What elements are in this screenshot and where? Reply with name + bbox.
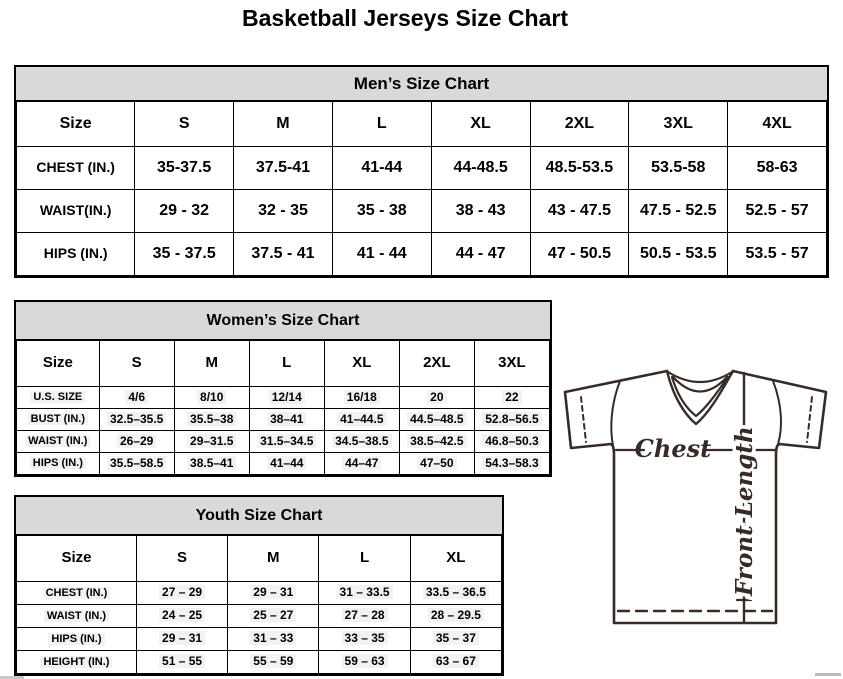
cell-text: 35.5–58.5 [107,456,166,470]
mens-row-label: CHEST (IN.) [17,147,135,190]
cuff-dash-right [807,397,812,442]
youth-cell [228,628,319,651]
cell-text: HIPS (IN.) [30,457,86,469]
womens-header-row [17,341,550,387]
womens-col-header: S [99,341,174,387]
mens-cell: 53.5 - 57 [728,233,827,276]
womens-cell [174,387,249,409]
mens-cell: 53.5-58 [629,147,728,190]
cell-text: 59 – 63 [342,654,388,668]
collar-v-outer [667,371,733,424]
womens-cell [174,409,249,431]
youth-row-label [17,651,137,674]
youth-cell [319,628,410,651]
cell-text: 24 – 25 [159,608,205,622]
cell-text: WAIST (IN.) [44,610,109,622]
womens-cell [399,387,474,409]
womens-col-header: 3XL [474,341,549,387]
cell-text: 28 – 29.5 [428,608,484,622]
mens-header-row [17,102,827,147]
mens-cell: 44 - 47 [431,233,530,276]
youth-row-label [17,605,137,628]
jersey-measurement-diagram [550,350,843,650]
cell-text: 8/10 [197,390,226,404]
womens-cell [99,453,174,475]
youth-cell [228,582,319,605]
mens-cell: 37.5 - 41 [234,233,333,276]
cell-text: 41–44.5 [337,412,386,426]
table-row [17,387,550,409]
womens-row-label [17,453,100,475]
womens-cell [399,431,474,453]
womens-cell [249,409,324,431]
cell-text: 31 – 33 [250,631,296,645]
womens-cell [99,387,174,409]
womens-table [16,340,550,475]
mens-col-header: 2XL [530,102,629,147]
youth-cell [136,605,227,628]
cell-text: 27 – 28 [342,608,388,622]
youth-cell [319,605,410,628]
table-row [17,628,502,651]
youth-cell [410,651,501,674]
cell-text: 55 – 59 [250,654,296,668]
mens-cell: 35 - 37.5 [135,233,234,276]
cell-text: 41–44 [267,456,306,470]
womens-cell [474,453,549,475]
cell-text: 32.5–35.5 [107,412,166,426]
womens-col-header: XL [324,341,399,387]
cell-text: 33.5 – 36.5 [423,585,489,599]
cell-text: 35.5–38 [187,412,236,426]
youth-row-label [17,582,137,605]
cell-text: 29 – 31 [159,631,205,645]
cell-text: 31 – 33.5 [337,585,393,599]
cell-text: 29–31.5 [187,434,236,448]
youth-col-header: L [319,536,410,582]
womens-cell [99,431,174,453]
cell-text: 29 – 31 [250,585,296,599]
cell-text: 34.5–38.5 [332,434,391,448]
youth-cell [410,582,501,605]
cell-text: 63 – 67 [433,654,479,668]
mens-cell: 35-37.5 [135,147,234,190]
womens-cell [474,431,549,453]
mens-cell: 37.5-41 [234,147,333,190]
cell-text: 25 – 27 [250,608,296,622]
womens-cell [324,387,399,409]
cell-text: 38–41 [267,412,306,426]
youth-col-header: XL [410,536,501,582]
mens-cell: 52.5 - 57 [728,190,827,233]
cell-text: 16/18 [344,390,380,404]
cell-text: 31.5–34.5 [257,434,316,448]
cell-text: 44–47 [342,456,381,470]
cell-text: 27 – 29 [159,585,205,599]
mens-col-header: M [234,102,333,147]
youth-chart-title: Youth Size Chart [16,497,502,535]
armhole-seam-left [611,381,620,450]
cell-text: 4/6 [125,390,148,404]
womens-cell [399,453,474,475]
cell-text: 33 – 35 [342,631,388,645]
cell-text: 52.8–56.5 [482,412,541,426]
table-row [17,605,502,628]
mens-col-header: Size [17,102,135,147]
mens-cell: 41-44 [332,147,431,190]
womens-cell [324,431,399,453]
armhole-seam-right [773,381,781,450]
womens-cell [174,431,249,453]
page-title: Basketball Jerseys Size Chart [241,5,568,31]
mens-size-chart [14,65,829,278]
womens-col-header: M [174,341,249,387]
youth-cell [228,651,319,674]
table-row [17,651,502,674]
youth-cell [228,605,319,628]
cell-text: 44.5–48.5 [407,412,466,426]
cell-text: 38.5–42.5 [407,434,466,448]
womens-cell [324,453,399,475]
womens-row-label [17,387,100,409]
mens-cell: 38 - 43 [431,190,530,233]
mens-cell: 48.5-53.5 [530,147,629,190]
table-row [17,190,827,233]
mens-cell: 58-63 [728,147,827,190]
womens-row-label [17,431,100,453]
mens-cell: 32 - 35 [234,190,333,233]
table-row [17,582,502,605]
youth-cell [410,605,501,628]
jersey-outline [565,371,826,623]
mens-cell: 41 - 44 [332,233,431,276]
cell-text: U.S. SIZE [30,391,85,403]
mens-col-header: 4XL [728,102,827,147]
table-row [17,233,827,276]
womens-row-label [17,409,100,431]
cell-text: 51 – 55 [159,654,205,668]
mens-cell: 44-48.5 [431,147,530,190]
womens-col-header: 2XL [399,341,474,387]
table-row [17,431,550,453]
womens-cell [324,409,399,431]
cell-text: WAIST (IN.) [25,435,90,447]
cell-text: 12/14 [269,390,305,404]
mens-col-header: 3XL [629,102,728,147]
youth-cell [136,628,227,651]
cell-text: 54.3–58.3 [482,456,541,470]
womens-cell [249,431,324,453]
cell-text: HEIGHT (IN.) [40,656,112,668]
mens-chart-title: Men’s Size Chart [16,67,827,101]
cuff-dash-left [581,397,586,442]
cell-text: 38.5–41 [187,456,236,470]
mens-row-label: HIPS (IN.) [17,233,135,276]
cell-text: CHEST (IN.) [43,587,111,599]
youth-table [16,535,502,674]
cell-text: 20 [427,390,446,404]
mens-cell: 47 - 50.5 [530,233,629,276]
youth-row-label [17,628,137,651]
cell-text: 47–50 [417,456,456,470]
table-row [17,409,550,431]
youth-col-header: M [228,536,319,582]
mens-col-header: L [332,102,431,147]
table-row [17,453,550,475]
womens-cell [174,453,249,475]
mens-col-header: S [135,102,234,147]
womens-cell [474,387,549,409]
mens-cell: 43 - 47.5 [530,190,629,233]
youth-col-header: Size [17,536,137,582]
youth-header-row [17,536,502,582]
mens-cell: 29 - 32 [135,190,234,233]
womens-col-header: L [249,341,324,387]
mens-cell: 35 - 38 [332,190,431,233]
scrollbar-fragment-right[interactable] [815,673,841,676]
cell-text: 22 [502,390,521,404]
cell-text: 46.8–50.3 [482,434,541,448]
mens-cell: 50.5 - 53.5 [629,233,728,276]
womens-cell [249,387,324,409]
womens-cell [474,409,549,431]
cell-text: HIPS (IN.) [48,633,104,645]
front-length-label: Front Length [731,426,758,596]
youth-col-header: S [136,536,227,582]
womens-cell [99,409,174,431]
cell-text: 35 – 37 [433,631,479,645]
youth-size-chart [14,495,504,676]
mens-row-label: WAIST(IN.) [17,190,135,233]
cell-text: BUST (IN.) [28,413,88,425]
table-row [17,147,827,190]
womens-col-header: Size [17,341,100,387]
womens-cell [399,409,474,431]
youth-cell [410,628,501,651]
mens-col-header: XL [431,102,530,147]
chest-label: Chest [634,434,712,463]
womens-chart-title: Women’s Size Chart [16,302,550,340]
cell-text: 26–29 [117,434,156,448]
womens-size-chart [14,300,552,477]
youth-cell [136,651,227,674]
womens-cell [249,453,324,475]
youth-cell [319,582,410,605]
youth-cell [319,651,410,674]
mens-table [16,101,827,276]
mens-cell: 47.5 - 52.5 [629,190,728,233]
youth-cell [136,582,227,605]
